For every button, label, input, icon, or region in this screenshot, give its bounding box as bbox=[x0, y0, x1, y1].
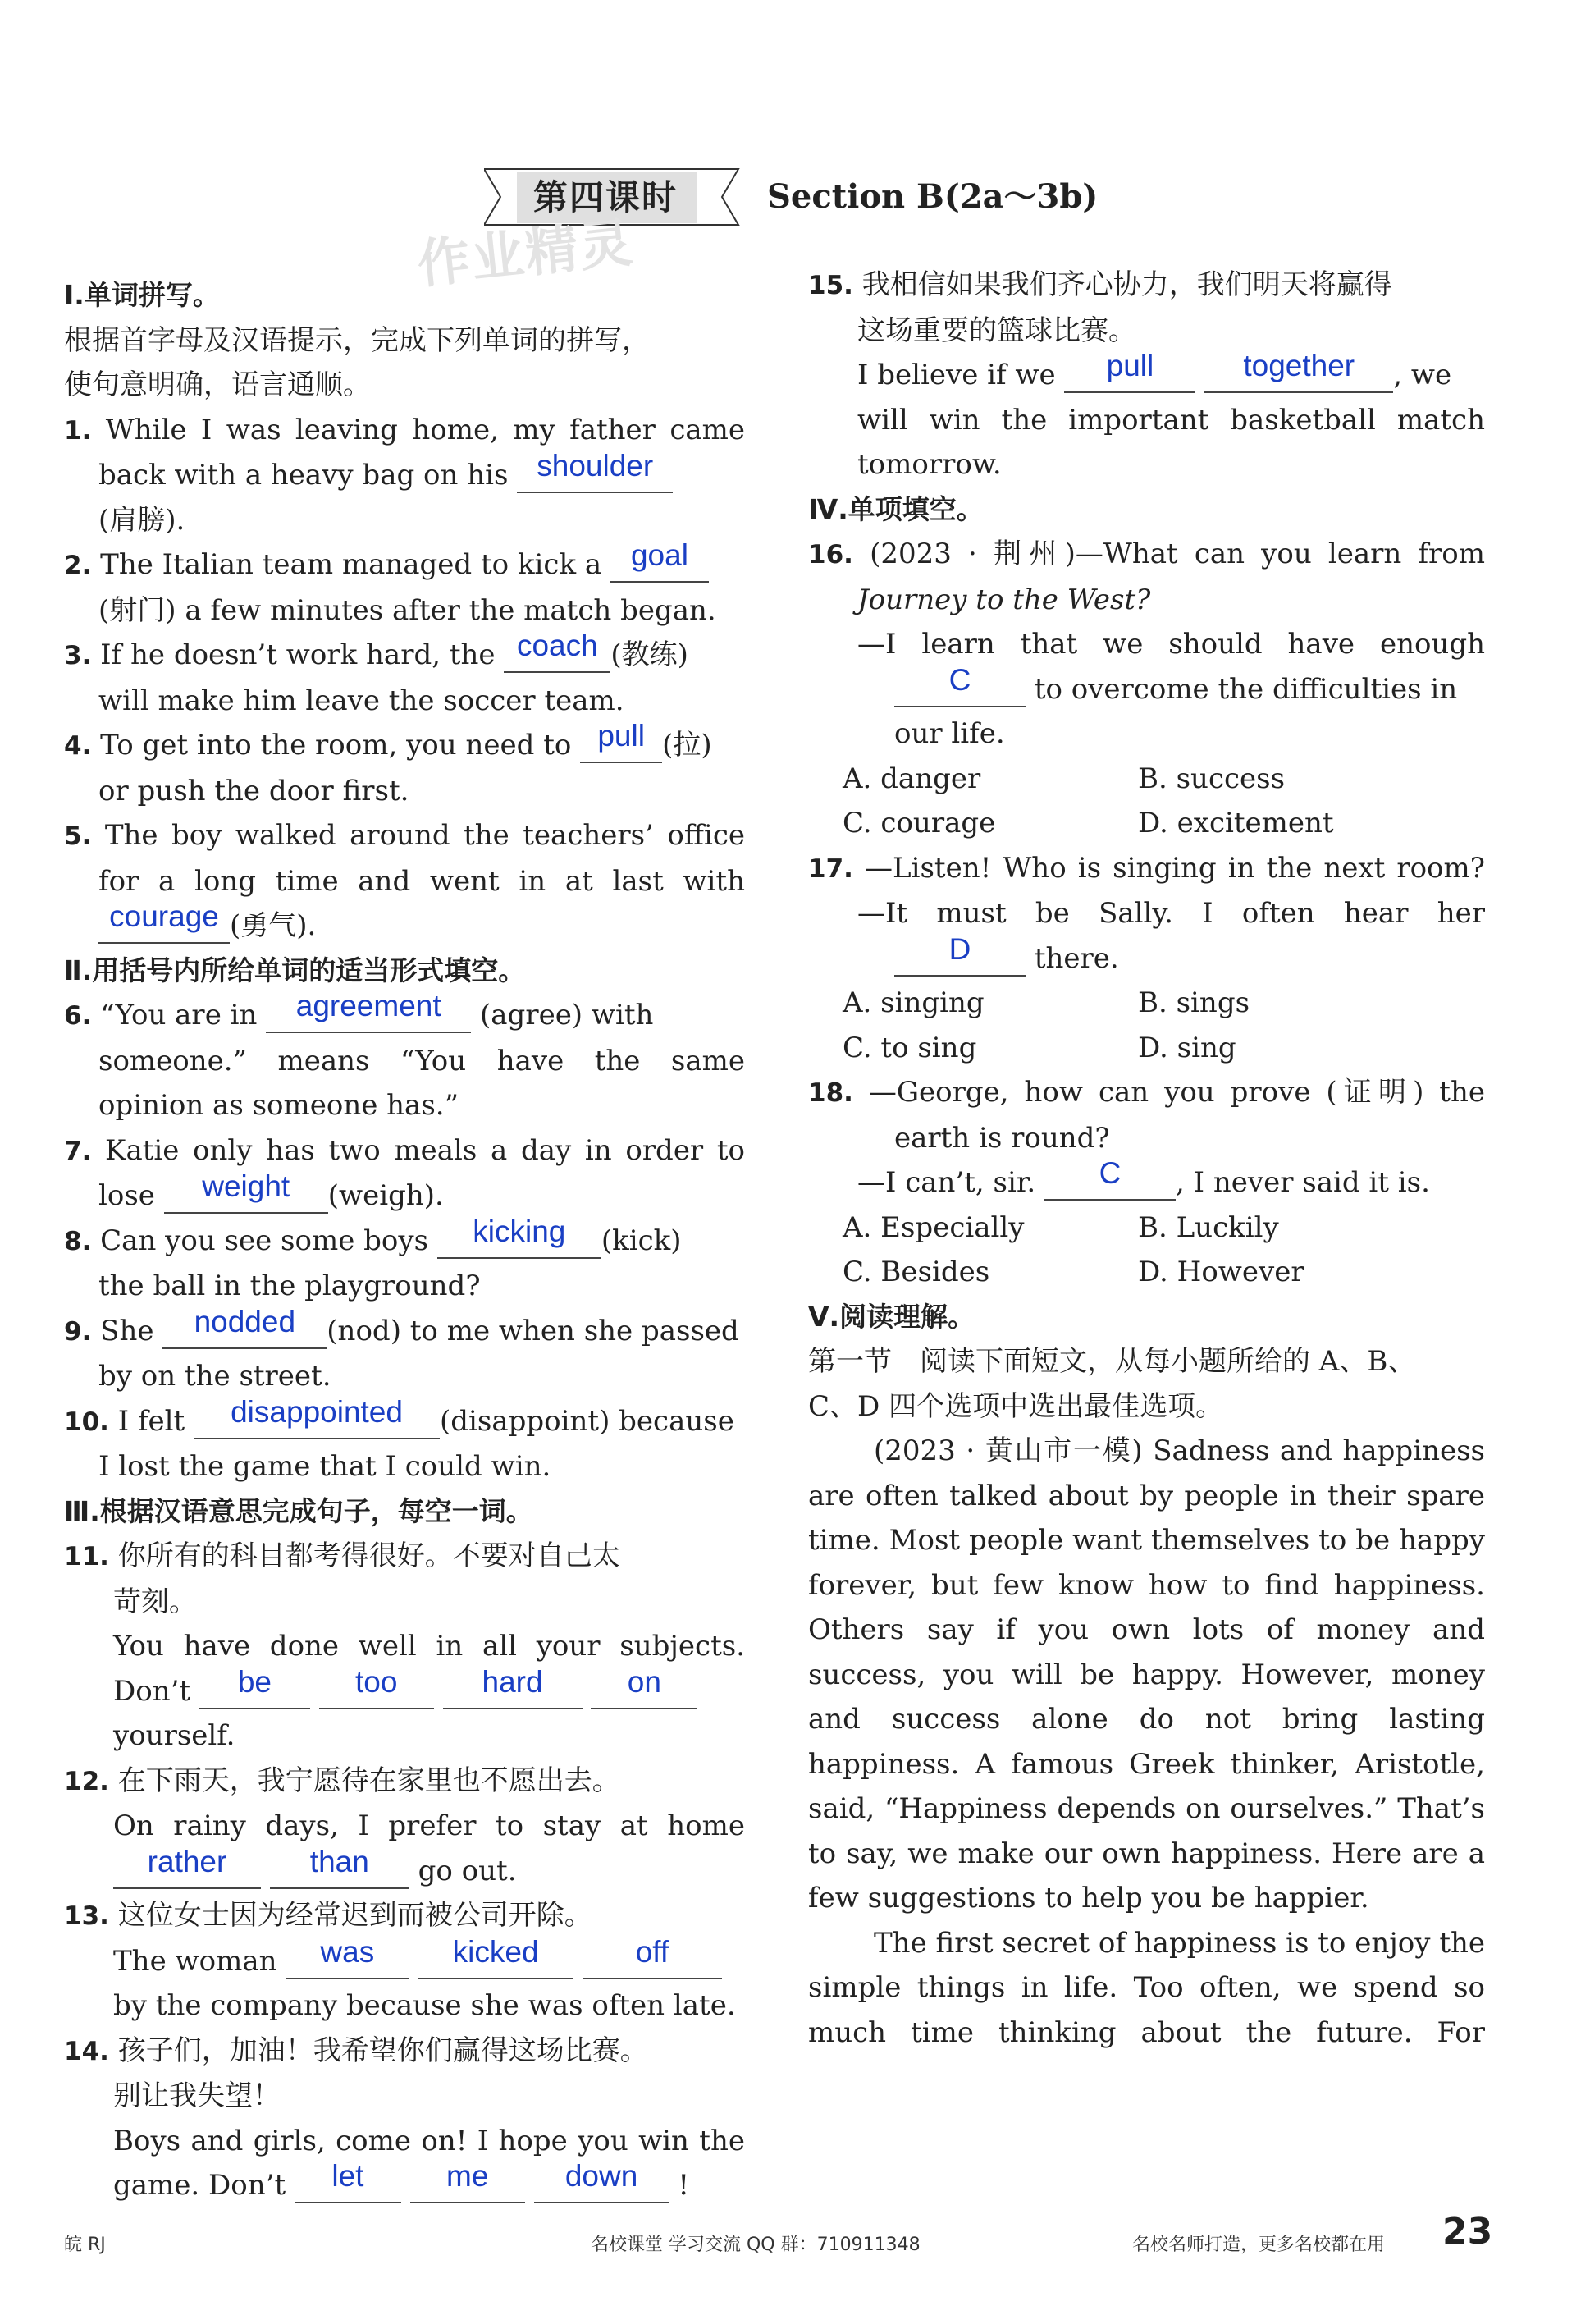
answer-blank[interactable]: kicked bbox=[418, 1944, 573, 1979]
answer-blank[interactable]: courage bbox=[98, 908, 230, 944]
section-2-title: Ⅱ.用括号内所给单词的适当形式填空。 bbox=[64, 954, 526, 986]
question-6: 6. “You are in agreement (agree) with bbox=[64, 989, 654, 1032]
question-3: 3. If he doesn’t work hard, the coach (教练) bbox=[64, 629, 688, 671]
option-b[interactable]: B. Luckily bbox=[1138, 1210, 1279, 1244]
option-d[interactable]: D. sing bbox=[1138, 1031, 1236, 1064]
answer-blank[interactable]: shoulder bbox=[517, 458, 673, 493]
answer-blank[interactable]: let bbox=[295, 2168, 401, 2203]
lesson-title: 第四课时 bbox=[533, 177, 678, 217]
section-3-title: Ⅲ.根据汉语意思完成句子，每空一词。 bbox=[64, 1494, 533, 1527]
answer-blank[interactable]: hard bbox=[443, 1674, 583, 1709]
option-b[interactable]: B. success bbox=[1138, 762, 1286, 795]
right-column: 15. 我相信如果我们齐心协力，我们明天将赢得 这场重要的篮球比赛。 I believe if we pull together , we will win the important basketball match tomorrow. Ⅳ.单项填空。 16. (2023 · 荆州)—What can you learn from Journey to the West? —I learn that we should have enough C to overcome the difficulties in our life. A. danger B. success C. courage D. excitement 17. —Listen! Who is singing in the next room? —It must be Sally. I often hear her D there. A. singing B. sings C. to sing D. sing 18. —George, how can you prove (证明) the earth is round? —I can’t, sir. C , I never said it is. A. Especially B. Luckily C. Besides D. However Ⅴ.阅读理解。 第一节 阅读下面短文，从每小题所给的 A、B、 C、D 四个选项中选出最佳选项。 (2023 · 黄山市一模) Sadness and happiness are often talked about by people in their spare time. Most people want themselves to be happy forever, but few know how to find happiness. Others say if you own lots of money and success, you will be happy. However, money and success alone do not bring lasting happiness. A famous Greek thinker, Aristotle, said, “Happiness depends on ourselves.” That’s to say, we make our own happiness. Here are a few suggestions to help you be happier. The first secret of happiness is to enjoy the simple things in life. Too often, we spend so much time thinking about the future. For bbox=[808, 263, 1485, 2055]
answer-blank[interactable]: too bbox=[319, 1674, 434, 1709]
footer-qq: 名校课堂 学习交流 QQ 群：710911348 bbox=[591, 2235, 921, 2255]
option-a[interactable]: A. singing bbox=[843, 986, 985, 1019]
answer-blank[interactable]: D bbox=[894, 941, 1026, 977]
question-8: 8. Can you see some boys kicking (kick) bbox=[64, 1214, 682, 1257]
answer-blank[interactable]: me bbox=[410, 2168, 525, 2203]
question-2: 2. The Italian team managed to kick a goal bbox=[64, 542, 745, 588]
question-13: 13. 这位女士因为经常迟到而被公司开除。 bbox=[64, 1899, 592, 1932]
question-12: 12. 在下雨天，我宁愿待在家里也不愿出去。 bbox=[64, 1764, 620, 1797]
answer-blank[interactable]: goal bbox=[610, 547, 709, 583]
option-c[interactable]: C. Besides bbox=[843, 1256, 990, 1288]
section-4-title: Ⅳ.单项填空。 bbox=[808, 492, 984, 525]
option-d[interactable]: D. excitement bbox=[1138, 807, 1334, 839]
answer-blank[interactable]: C bbox=[894, 672, 1026, 707]
option-a[interactable]: A. Especially bbox=[843, 1210, 1025, 1244]
s5-instruction: 第一节 阅读下面短文，从每小题所给的 A、B、 bbox=[808, 1345, 1416, 1378]
question-15: 15. 我相信如果我们齐心协力，我们明天将赢得 bbox=[808, 268, 1392, 301]
answer-blank[interactable]: rather bbox=[113, 1854, 261, 1889]
question-16: 16. (2023 · 荆州)—What can you learn from bbox=[808, 538, 1485, 570]
option-a[interactable]: A. danger bbox=[843, 762, 981, 795]
question-17: 17. —Listen! Who is singing in the next room? bbox=[808, 851, 1485, 885]
page-number: 23 bbox=[1442, 2211, 1493, 2253]
left-column: Ⅰ.单词拼写。 根据首字母及汉语提示，完成下列单词的拼写， 使句意明确，语言通顺。 1. While I was leaving home, my father came back with a heavy bag on his shoulder (肩膀). 2. The Italian team managed to kick a goal (射门) a few minutes after the match began. 3. If he doesn’t work hard, the coach (教练) will make him leave the soccer team. 4. To get into the room, you need to pull (拉) or push the door first. 5. The boy walked around the teachers’ office for a long time and went in at last with courage (勇气). Ⅱ.用括号内所给单词的适当形式填空。 6. “You are in agreement (agree) with someone.” means “You have the same opinion as someone has.” 7. Katie only has two meals a day in order to lose weight (weigh). 8. Can you see some boys kicking (kick) the ball in the playground? 9. She nodded (nod) to me when she passed by on the street. 10. I felt disappointed (disappoint) because I lost the game that I could win. Ⅲ.根据汉语意思完成句子，每空一词。 11. 你所有的科目都考得很好。不要对自己太 苛刻。 You have done well in all your subjects. Don’t be too hard on yourself. 12. 在下雨天，我宁愿待在家里也不愿出去。 On rainy days, I prefer to stay at home rather than go out. 13. 这位女士因为经常迟到而被公司开除。 The woman was kicked off by the company because she was often late. 14. 孩子们，加油！我希望你们赢得这场比赛。 别让我失望！ Boys and girls, come on! I hope you win the game. Don’t let me down ! bbox=[64, 273, 745, 2208]
question-4: 4. To get into the room, you need to pull (拉) bbox=[64, 719, 712, 762]
answer-blank[interactable]: nodded bbox=[162, 1314, 327, 1349]
question-7: 7. Katie only has two meals a day in order to bbox=[64, 1133, 745, 1167]
question-11: 11. 你所有的科目都考得很好。不要对自己太 bbox=[64, 1539, 620, 1572]
reading-paragraph: (2023 · 黄山市一模) Sadness and happiness are often talked about by people in their spare time. Most people want themselves to be happy forever, but few know how to find happiness. Others say if you own lots of money and success, you will be happy. However, money and success alone do not bring lasting happiness. A famous Greek thinker, Aristotle, said, “Happiness depends on ourselves.” That’s to say, we make our own happiness. Here are a few suggestions to help you be happier. bbox=[808, 1434, 1485, 1915]
answer-blank[interactable]: was bbox=[286, 1944, 409, 1979]
question-5: 5. The boy walked around the teachers’ office bbox=[64, 819, 745, 852]
footer-slogan: 名校名师打造，更多名校都在用 bbox=[1132, 2235, 1386, 2255]
option-c[interactable]: C. courage bbox=[843, 807, 996, 839]
s1-instruction: 使句意明确，语言通顺。 bbox=[64, 368, 371, 401]
answer-blank[interactable]: agreement bbox=[266, 998, 471, 1033]
answer-blank[interactable]: pull bbox=[580, 728, 662, 763]
answer-blank[interactable]: be bbox=[199, 1674, 310, 1709]
option-d[interactable]: D. However bbox=[1138, 1256, 1304, 1288]
section-5-title: Ⅴ.阅读理解。 bbox=[808, 1300, 975, 1333]
answer-blank[interactable]: off bbox=[583, 1944, 722, 1979]
answer-blank[interactable]: weight bbox=[164, 1178, 328, 1214]
question-10: 10. I felt disappointed (disappoint) because bbox=[64, 1394, 734, 1438]
answer-blank[interactable]: coach bbox=[504, 638, 610, 673]
watermark: 作业精灵 bbox=[414, 212, 637, 296]
answer-blank[interactable]: pull bbox=[1064, 358, 1195, 393]
answer-blank[interactable]: down bbox=[534, 2168, 669, 2203]
answer-blank[interactable]: C bbox=[1044, 1165, 1176, 1201]
section-title: Section B(2a～3b) bbox=[767, 177, 1099, 216]
question-18: 18. —George, how can you prove (证明) the bbox=[808, 1076, 1485, 1109]
question-1: 1. While I was leaving home, my father came bbox=[64, 413, 745, 446]
option-c[interactable]: C. to sing bbox=[843, 1031, 977, 1064]
answer-blank[interactable]: than bbox=[270, 1854, 409, 1889]
answer-blank[interactable]: kicking bbox=[437, 1224, 601, 1259]
answer-blank[interactable]: on bbox=[591, 1674, 697, 1709]
option-b[interactable]: B. sings bbox=[1138, 986, 1250, 1019]
answer-blank[interactable]: together bbox=[1204, 358, 1393, 393]
question-14: 14. 孩子们，加油！我希望你们赢得这场比赛。 bbox=[64, 2034, 648, 2067]
question-9: 9. She nodded (nod) to me when she passed bbox=[64, 1304, 739, 1347]
answer-blank[interactable]: disappointed bbox=[194, 1404, 440, 1439]
s1-instruction: 根据首字母及汉语提示，完成下列单词的拼写， bbox=[64, 323, 650, 357]
section-1-title: Ⅰ.单词拼写。 bbox=[64, 279, 220, 311]
reading-paragraph: The first secret of happiness is to enjoy the simple things in life. Too often, we spend so much time thinking about the future. For bbox=[808, 1926, 1485, 2049]
footer-edition: 皖 RJ bbox=[64, 2235, 106, 2255]
s5-instruction: C、D 四个选项中选出最佳选项。 bbox=[808, 1389, 1224, 1423]
